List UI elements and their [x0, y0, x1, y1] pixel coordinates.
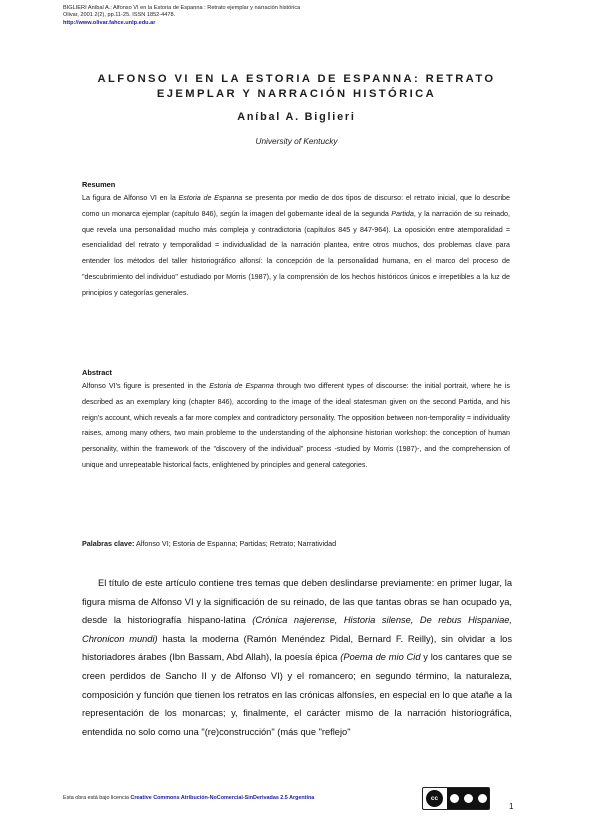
- body-text-part: y los cantares que se creen perdidos de Sancho II y de Alfonso VI) y el romancero; en segundo término, la naturaleza, composición y función que tienen los retratos en las crónicas alfonsíes, en especial en lo que atañe a la representación de los monarcas; y, finalmente, el carácter mismo de la narración historiográfica, entendida no solo como una "(re)construcción" (más que "reflejo": [82, 652, 512, 737]
- abstract-text-part: through two different types of discourse: the initial portrait, where he is described as an exemplary king (chapter 846), according to the image of the ideal statesman given on the second Partida, and his reign's account, which reveals a far more complex and contradictory personality. The opposition between non-temporality = individuality raises, among many others, two main probleme to the understanding of the alphonsine historian workshop: the conception of human personality, within the framework of the "discovery of the individual" process -studied by Morris (1987)-, and the comprehension of unique and unrepeatable historical facts, enlightened by principles and general categories.: [82, 382, 510, 469]
- resumen-italic-title: Estoria de Espanna: [178, 194, 243, 202]
- body-paragraph: [82, 574, 512, 741]
- page-number: 1: [509, 802, 514, 811]
- nc-noncommercial-icon: [464, 794, 473, 803]
- resumen-text-part: , y la narración de su reinado, que revela una personalidad mucho más compleja y contradictoria (capítulos 845 y 847-964). La oposición entre atemporalidad = esencialidad del retrato y temporalidad = individualidad de la narración plantea, entre otros muchos, dos problemas clave para entender los métodos del taller historiográfico alfonsí: la concepción de la personalidad humana, en el marco del proceso de "descubrimiento del individuo" estudiado por Morris (1987), y la comprensión de los hechos históricos únicos e irrepetibles a la luz de principios y categorías generales.: [82, 209, 510, 297]
- body-italic-poema: (Poema de mio Cid: [340, 652, 421, 663]
- resumen-italic-partida: Partida: [391, 209, 414, 218]
- resumen-heading: Resumen: [82, 180, 116, 189]
- keywords-label: Palabras clave:: [82, 539, 135, 548]
- abstract-text: [82, 379, 510, 474]
- license-prefix: Esta obra está bajo licencia: [63, 795, 131, 801]
- nd-noderivatives-icon: [478, 794, 487, 803]
- creative-commons-badge-icon[interactable]: [422, 787, 490, 810]
- body-text-part: hasta la moderna (Ramón Menéndez Pidal, Bernard F. Reilly), sin olvidar a los historiadores árabes (Ibn Bassam, Abd Allah), la poesía épica: [82, 633, 512, 663]
- cc-conditions-strip: [447, 788, 489, 809]
- resumen-text-part: La figura de Alfonso VI en la: [82, 194, 179, 202]
- author-affiliation: University of Kentucky: [255, 136, 338, 146]
- resumen-text: [82, 191, 510, 302]
- keywords-list: Alfonso VI; Estoria de Espanna; Partidas; Retrato; Narratividad: [134, 539, 337, 548]
- abstract-italic-title: Estoria de Espanna: [209, 382, 274, 390]
- abstract-text-part: Alfonso VI's figure is presented in the: [82, 382, 210, 390]
- journal-url-link[interactable]: http://www.olivar.fahce.unlp.edu.ar: [63, 19, 156, 26]
- citation-line-1: BIGLIERI Aníbal A.: Alfonso VI en la Estoria de Espanna : Retrato ejemplar y narración histórica: [63, 5, 301, 11]
- citation-header: [63, 5, 533, 27]
- body-italic-works: (Crónica najerense, Historia silense, De rebus Hispaniae, Chronicon mundi): [82, 615, 513, 644]
- resumen-text-part: se presenta por medio de dos tipos de discurso: el retrato inicial, que lo describe como un monarca ejemplar (capítulo 846), según la imagen del gobernante ideal de la segunda: [82, 194, 510, 218]
- author-name: Aníbal A. Biglieri: [237, 111, 356, 123]
- abstract-heading: Abstract: [82, 368, 112, 377]
- title-line-2: EJEMPLAR Y NARRACIÓN HISTÓRICA: [156, 87, 437, 100]
- cc-logo-icon: cc: [425, 789, 444, 808]
- license-link[interactable]: Creative Commons Atribución-NoComercial-SinDerivadas 2.5 Argentina: [130, 795, 315, 801]
- keywords: [82, 539, 510, 548]
- by-attribution-icon: [450, 794, 459, 803]
- article-title: [40, 72, 553, 101]
- license-footer: [63, 795, 314, 801]
- body-text-part: El título de este artículo contiene tres temas que deben deslindarse previamente: en primer lugar, la figura misma de Alfonso VI y la significación de su reinado, de las que tantas obras se han ocupado ya, desde la historiografía hispano-latina: [82, 578, 512, 626]
- title-line-1: ALFONSO VI EN LA ESTORIA DE ESPANNA: RETRATO: [97, 73, 496, 85]
- citation-line-2: Olivar, 2001 2(2), pp.11-25. ISSN 1852-4478.: [63, 12, 176, 19]
